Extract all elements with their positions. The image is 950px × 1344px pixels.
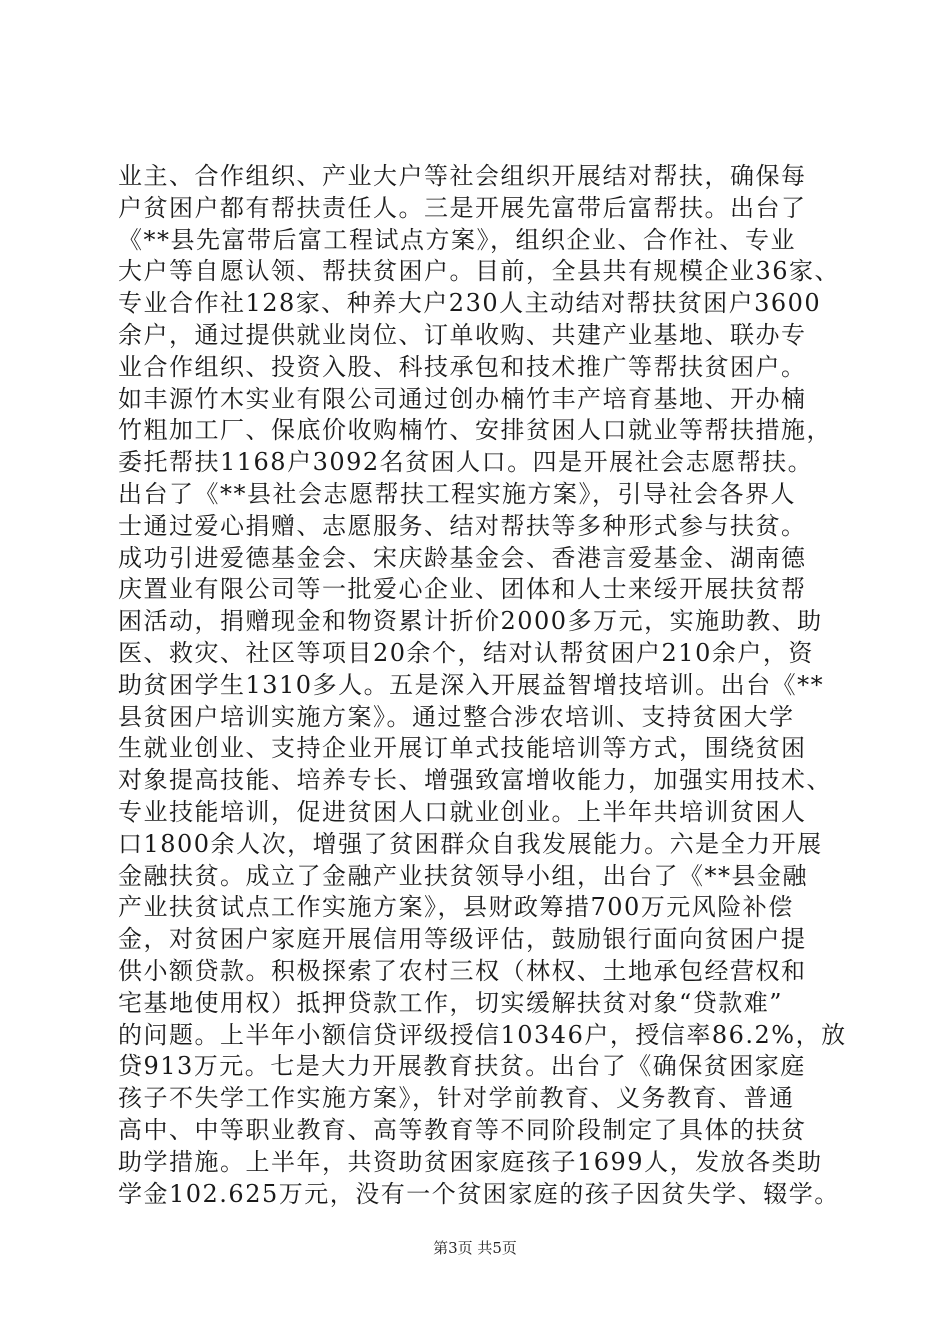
text-line: 贷913万元。七是大力开展教育扶贫。出台了《确保贫困家庭 (118, 1052, 806, 1081)
text-line: 助学措施。上半年，共资助贫困家庭孩子1699人，发放各类助 (118, 1147, 823, 1176)
text-line: 医、救灾、社区等项目20余个，结对认帮贫困户210余户，资 (118, 638, 814, 667)
text-line: 大户等自愿认领、帮扶贫困户。目前，全县共有规模企业36家、 (118, 257, 841, 286)
text-line: 生就业创业、支持企业开展订单式技能培训等方式，围绕贫困 (118, 734, 807, 763)
text-line: 户贫困户都有帮扶责任人。三是开展先富带后富帮扶。出台了 (118, 193, 807, 222)
text-line: 竹粗加工厂、保底价收购楠竹、安排贫困人口就业等帮扶措施， (118, 416, 832, 445)
text-line: 如丰源竹木实业有限公司通过创办楠竹丰产培育基地、开办楠 (118, 384, 807, 413)
text-line: 专业合作社128家、种养大户230人主动结对帮扶贫困户3600 (118, 289, 822, 318)
body-paragraph (118, 161, 848, 1210)
page-number-footer: 第3页 共5页 (433, 1239, 517, 1257)
text-line: 成功引进爱德基金会、宋庆龄基金会、香港言爱基金、湖南德 (118, 543, 807, 572)
text-line: 业主、合作组织、产业大户等社会组织开展结对帮扶，确保每 (118, 162, 807, 190)
text-line: 出台了《**县社会志愿帮扶工程实施方案》，引导社会各界人 (118, 479, 796, 508)
text-line: 业合作组织、投资入股、科技承包和技术推广等帮扶贫困户。 (118, 352, 807, 381)
text-line: 学金102.625万元，没有一个贫困家庭的孩子因贫失学、辍学。 (118, 1179, 840, 1208)
text-line: 委托帮扶1168户3092名贫困人口。四是开展社会志愿帮扶。 (118, 448, 814, 477)
text-line: 困活动，捐赠现金和物资累计折价2000多万元，实施助教、助 (118, 607, 823, 636)
text-line: 口1800余人次，增强了贫困群众自我发展能力。六是全力开展 (118, 829, 823, 858)
text-line: 庆置业有限公司等一批爱心企业、团体和人士来绥开展扶贫帮 (118, 575, 807, 604)
text-line: 的问题。上半年小额信贷评级授信10346户，授信率86.2%，放 (118, 1020, 847, 1049)
text-line: 对象提高技能、培养专长、增强致富增收能力，加强实用技术、 (118, 766, 832, 795)
text-line: 供小额贷款。积极探索了农村三权（林权、土地承包经营权和 (118, 956, 807, 985)
text-line: 宅基地使用权）抵押贷款工作，切实缓解扶贫对象“贷款难” (118, 988, 784, 1017)
text-line: 助贫困学生1310多人。五是深入开展益智增技培训。出台《** (118, 670, 825, 699)
text-line: 专业技能培训，促进贫困人口就业创业。上半年共培训贫困人 (118, 797, 807, 826)
text-line: 金，对贫困户家庭开展信用等级评估，鼓励银行面向贫困户提 (118, 925, 807, 954)
text-line: 余户，通过提供就业岗位、订单收购、共建产业基地、联办专 (118, 320, 807, 349)
text-line: 孩子不失学工作实施方案》，针对学前教育、义务教育、普通 (118, 1084, 795, 1113)
text-line: 士通过爱心捐赠、志愿服务、结对帮扶等多种形式参与扶贫。 (118, 511, 807, 540)
text-line: 产业扶贫试点工作实施方案》，县财政筹措700万元风险补偿 (118, 893, 794, 922)
text-line: 县贫困户培训实施方案》。通过整合涉农培训、支持贫困大学 (118, 702, 795, 731)
text-line: 《**县先富带后富工程试点方案》，组织企业、合作社、专业 (118, 225, 796, 254)
text-line: 高中、中等职业教育、高等教育等不同阶段制定了具体的扶贫 (118, 1115, 807, 1144)
text-line: 金融扶贫。成立了金融产业扶贫领导小组，出台了《**县金融 (118, 861, 808, 890)
